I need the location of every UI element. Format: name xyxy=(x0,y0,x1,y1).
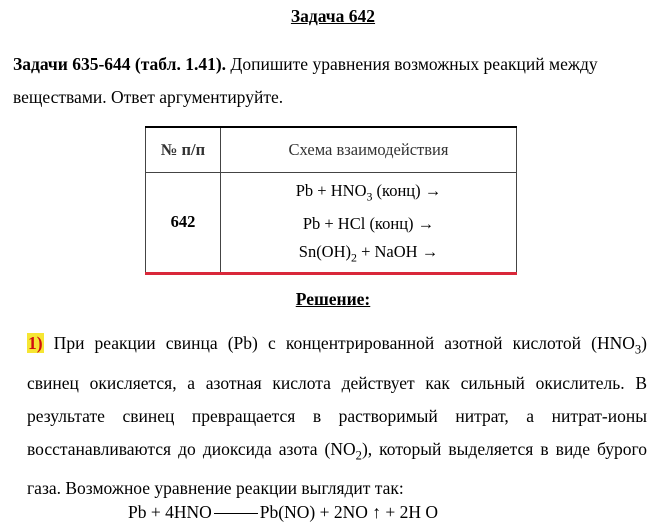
page-title: Задача 642 xyxy=(290,6,376,26)
step-marker: 1) xyxy=(28,333,43,353)
scheme-line-1: $Pb + HNO_3$ (конц) → xyxy=(295,181,442,204)
solution-heading: Решение: xyxy=(295,289,371,309)
header-scheme: Схема взаимодействия xyxy=(221,127,517,173)
task-range-label: Задачи 635-644 (табл. 1.41). xyxy=(13,54,227,74)
row-number: 642 xyxy=(146,173,221,274)
table-row xyxy=(146,173,517,274)
header-number: № п/п xyxy=(146,127,221,173)
reaction-table xyxy=(145,126,517,275)
scheme-line-2: Pb + HCl (конц) → xyxy=(302,214,435,234)
reaction-schemes xyxy=(221,173,517,274)
solution-paragraph: 1) При реакции свинца (Pb) с концентрированной азотной кислотой $(HNO_3)$ свинец окисляется, а азотная кислота действует как сильный окислитель. В результате свинец превращается в растворимый нитрат, а нитрат-ионы восстанавливаются до диоксида азота $(NO_2)$, который выделяется в виде бурого газа. Возможное уравнение реакции выглядит так: xyxy=(27,333,647,498)
reaction-equation: Pb + 4HNO Pb(NO) + 2NO ↑ + 2H O xyxy=(128,502,438,522)
task-intro xyxy=(13,48,653,114)
scheme-line-3: $Sn(OH)_2$ + NaOH → xyxy=(298,242,439,265)
task-description: Допишите уравнения возможных реакций между веществами. Ответ аргументируйте. xyxy=(13,54,598,107)
table-header-row xyxy=(146,127,517,173)
reaction-arrow-icon xyxy=(214,513,258,514)
